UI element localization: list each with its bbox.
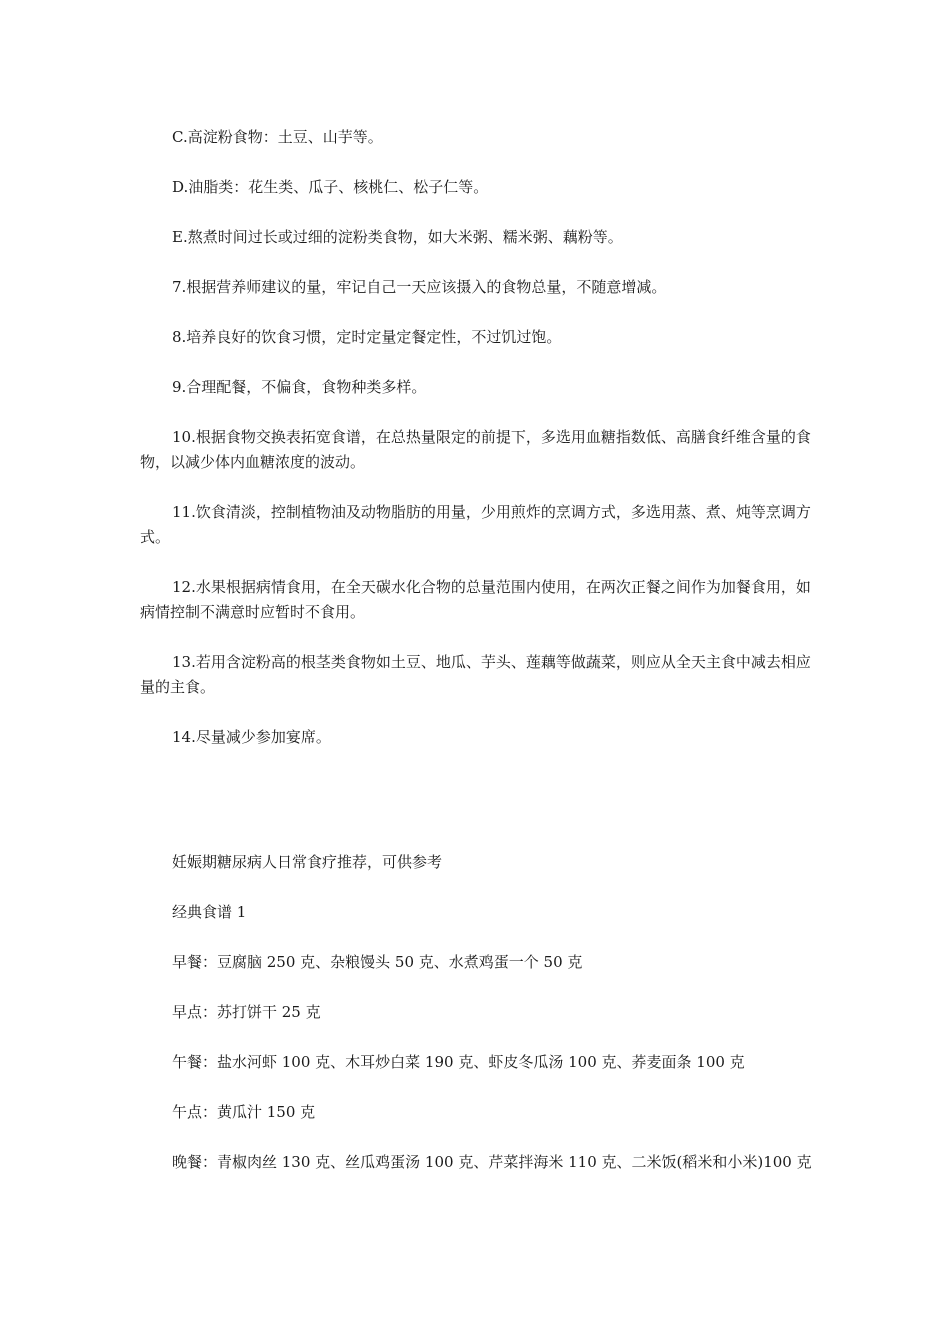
paragraph-overcooked-starch: E.熬煮时间过长或过细的淀粉类食物，如大米粥、糯米粥、藕粉等。 xyxy=(172,228,623,246)
paragraph-oil-fat-foods: D.油脂类：花生类、瓜子、核桃仁、松子仁等。 xyxy=(172,178,489,196)
paragraph-high-starch-foods: C.高淀粉食物：土豆、山芋等。 xyxy=(172,128,383,146)
meal-lunch: 午餐：盐水河虾 100 克、木耳炒白菜 190 克、虾皮冬瓜汤 100 克、荞麦面条 100 克 xyxy=(172,1053,745,1071)
paragraph-item-14: 14.尽量减少参加宴席。 xyxy=(172,728,331,746)
paragraph-item-8: 8.培养良好的饮食习惯，定时定量定餐定性，不过饥过饱。 xyxy=(172,328,562,346)
meal-afternoon-snack: 午点：黄瓜汁 150 克 xyxy=(172,1103,316,1121)
paragraph-item-11: 11.饮食清淡，控制植物油及动物脂肪的用量，少用煎炸的烹调方式，多选用蒸、煮、炖等烹调方式。 xyxy=(140,503,811,546)
paragraph-item-12: 12.水果根据病情食用，在全天碳水化合物的总量范围内使用，在两次正餐之间作为加餐食用，如病情控制不满意时应暂时不食用。 xyxy=(140,578,811,621)
meal-breakfast: 早餐：豆腐脑 250 克、杂粮馒头 50 克、水煮鸡蛋一个 50 克 xyxy=(172,953,583,971)
paragraph-item-13: 13.若用含淀粉高的根茎类食物如土豆、地瓜、芋头、莲藕等做蔬菜，则应从全天主食中减去相应量的主食。 xyxy=(140,653,811,696)
paragraph-item-7: 7.根据营养师建议的量，牢记自己一天应该摄入的食物总量，不随意增减。 xyxy=(172,278,667,296)
recipe-title: 经典食谱 1 xyxy=(172,903,247,921)
paragraph-item-9: 9.合理配餐，不偏食，食物种类多样。 xyxy=(172,378,427,396)
meal-dinner: 晚餐：青椒肉丝 130 克、丝瓜鸡蛋汤 100 克、芹菜拌海米 110 克、二米饭(稻米和小米)100 克 xyxy=(172,1153,812,1171)
section-heading-diet-recommendation: 妊娠期糖尿病人日常食疗推荐，可供参考 xyxy=(172,853,443,871)
meal-morning-snack: 早点：苏打饼干 25 克 xyxy=(172,1003,321,1021)
paragraph-item-10: 10.根据食物交换表拓宽食谱，在总热量限定的前提下，多选用血糖指数低、高膳食纤维含量的食物，以减少体内血糖浓度的波动。 xyxy=(140,428,811,471)
